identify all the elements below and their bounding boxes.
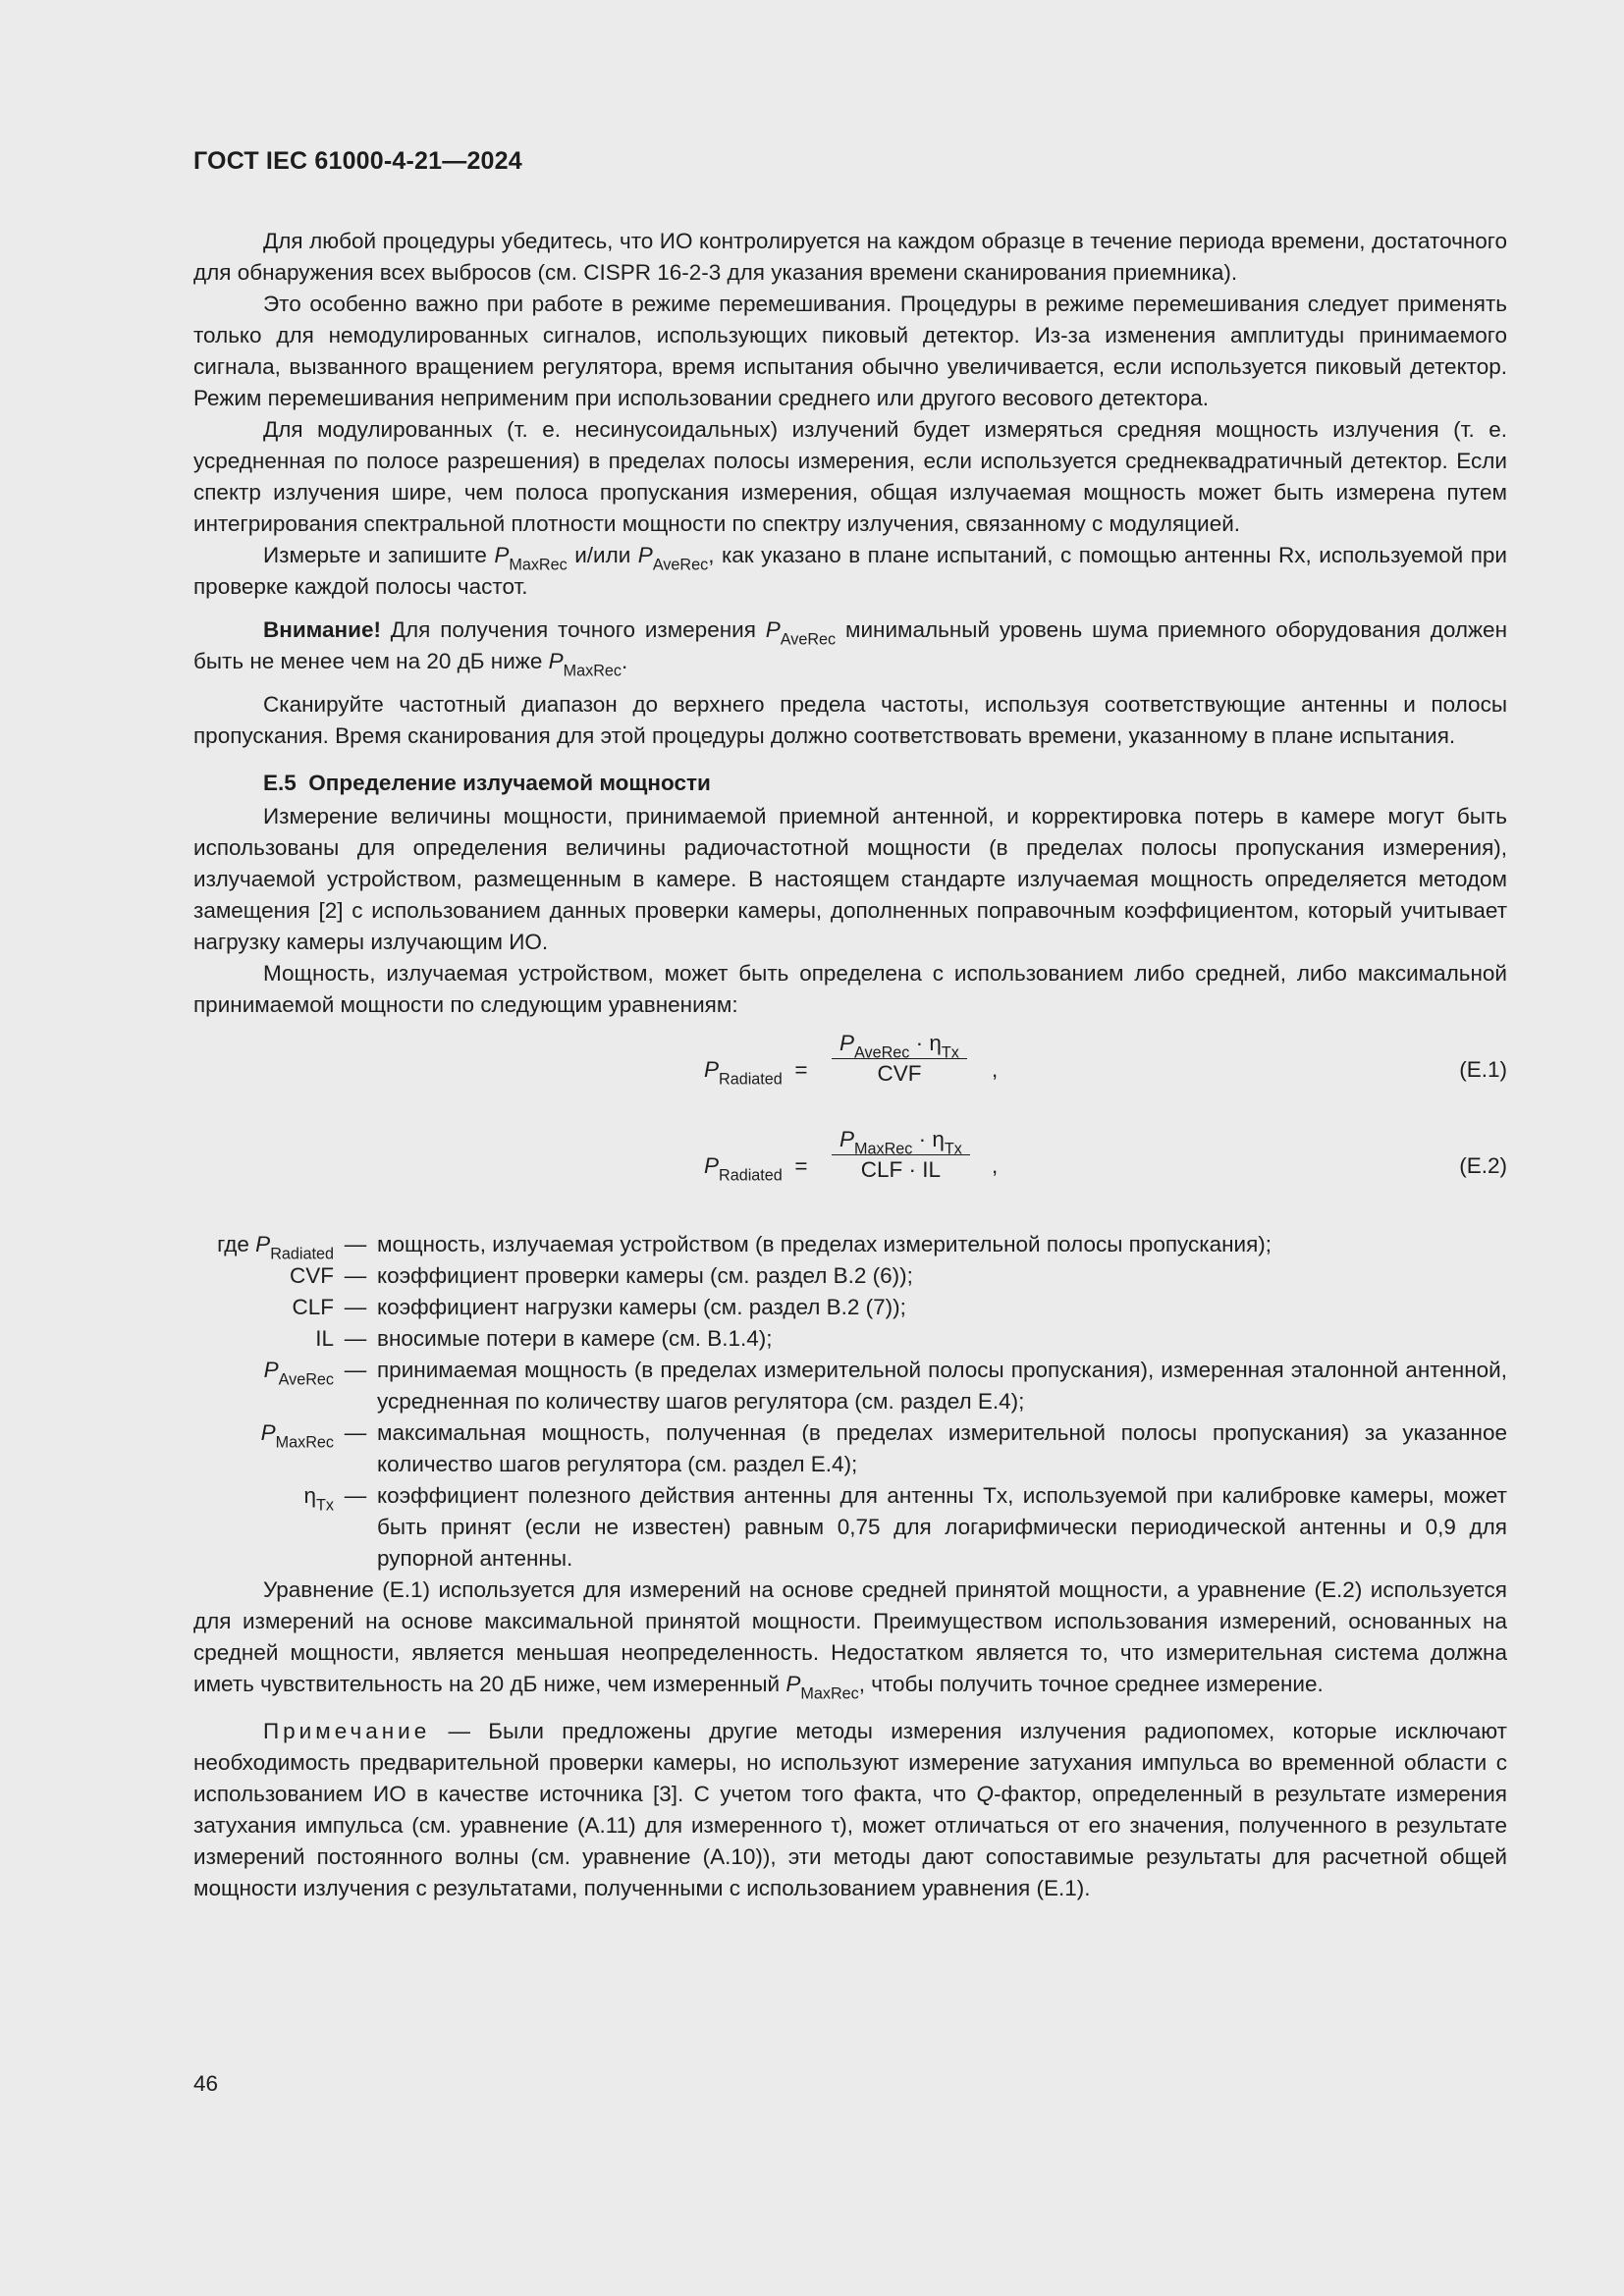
warning-label: Внимание! xyxy=(263,617,381,642)
definition-term: где $P_{Radiated}$ xyxy=(217,1232,334,1263)
definition-item: $P_{MaxRec}$ — максимальная мощность, полученная (в пределах измерительной полосы пропускания) за указанное количество шагов регулятора (см. раздел Е.4); xyxy=(193,1417,1507,1480)
paragraph-equation-usage: Уравнение (Е.1) используется для измерений на основе средней принятой мощности, а уравнение (Е.2) используется для измерений на основе максимальной принятой мощности. Преимуществом использования измерений, основанных на средней мощности, является меньшая неопределенность. Недостатком является то, что измерительная система должна иметь чувствительность на 20 дБ ниже, чем измеренный $P_{MaxRec}$, чтобы получить точное среднее измерение. xyxy=(193,1577,1507,1703)
definition-term: CVF xyxy=(290,1263,334,1288)
definition-desc: коэффициент нагрузки камеры (см. раздел В.2 (7)); xyxy=(377,1295,906,1319)
definition-item: $\eta_{Tx}$ — коэффициент полезного действия антенны для антенны Tx, используемой при калибровке камеры, может быть принят (если не известен) равным 0,75 для логарифмически периодической антенны и 0,9 для рупорной антенны. xyxy=(193,1480,1507,1575)
definition-desc: мощность, излучаемая устройством (в пределах измерительной полосы пропускания); xyxy=(377,1232,1272,1256)
definition-item: IL — вносимые потери в камере (см. В.1.4); xyxy=(193,1323,1507,1355)
section-heading: Е.5 Определение излучаемой мощности xyxy=(263,771,711,795)
paragraph-warning: Внимание! Для получения точного измерения $P_{AveRec}$ минимальный уровень шума приемного оборудования должен быть не менее чем на 20 дБ ниже $P_{MaxRec}$. xyxy=(193,617,1507,680)
definitions-list xyxy=(193,1229,1507,1575)
page-number: 46 xyxy=(193,2071,219,2096)
equation-denominator: CVF xyxy=(877,1061,922,1086)
definition-term: IL xyxy=(315,1326,334,1351)
document-header: ГОСТ IEC 61000-4-21—2024 xyxy=(193,147,522,175)
definition-term: CLF xyxy=(292,1295,334,1319)
paragraph-measure-record: Измерьте и запишите $P_{MaxRec}$ и/или $P_{AveRec}$, как указано в плане испытаний, с помощью антенны Rx, используемой при проверке каждой полосы частот. xyxy=(193,543,1508,599)
paragraph-power-measurement: Измерение величины мощности, принимаемой приемной антенной, и корректировка потерь в камере могут быть использованы для определения величины радиочастотной мощности (в пределах полосы пропускания измерения), излучаемой устройством, размещенным в камере. В настоящем стандарте излучаемая мощность определяется методом замещения [2] с использованием данных проверки камеры, дополненных поправочным коэффициентом, который учитывает нагрузку камеры излучающим ИО. xyxy=(193,804,1507,954)
equation-e2: $P_{Radiated}$ = $P_{MaxRec} \cdot \eta_{Tx}$ CLF · IL , (Е.2) xyxy=(704,1127,1507,1185)
note-paragraph: Примечание — Были предложены другие методы измерения излучения радиопомех, которые исключают необходимость предварительной проверки камеры, но используют измерение затухания импульса во временной области с использованием ИО в качестве источника [3]. С учетом того факта, что Q-фактор, определенный в результате измерения затухания импульса (см. уравнение (А.11) для измеренного τ), может отличаться от его значения, полученного в результате измерений постоянного волны (см. уравнение (А.10)), эти методы дают сопоставимые результаты для расчетной общей мощности излучения с результатами, полученными с использованием уравнения (Е.1). xyxy=(193,1719,1507,1900)
definition-item: $P_{AveRec}$ — принимаемая мощность (в пределах измерительной полосы пропускания), измеренная эталонной антенной, усредненная по количеству шагов регулятора (см. раздел Е.4); xyxy=(193,1355,1507,1417)
equation-numerator: $P_{MaxRec} \cdot \eta_{Tx}$ xyxy=(832,1125,970,1155)
definition-term: $P_{AveRec}$ xyxy=(263,1358,334,1389)
paragraph-modulated-emissions: Для модулированных (т. е. несинусоидальных) излучений будет измеряться средняя мощность излучения (т. е. усредненная по полосе разрешения) в пределах полосы измерения, если используется среднеквадратичный детектор. Если спектр излучения шире, чем полоса пропускания измерения, общая излучаемая мощность может быть измерена путем интегрирования спектральной плотности мощности по спектру излучения, связанному с модуляцией. xyxy=(193,417,1507,536)
definition-desc: максимальная мощность, полученная (в пределах измерительной полосы пропускания) за указанное количество шагов регулятора (см. раздел Е.4); xyxy=(377,1420,1507,1476)
definition-item: CVF — коэффициент проверки камеры (см. раздел В.2 (6)); xyxy=(193,1260,1507,1292)
definition-term: $P_{MaxRec}$ xyxy=(260,1420,334,1452)
definition-term: $\eta_{Tx}$ xyxy=(303,1483,334,1515)
paragraph-scan: Сканируйте частотный диапазон до верхнего предела частоты, используя соответствующие антенны и полосы пропускания. Время сканирования для этой процедуры должно соответствовать времени, указанному в плане испытания. xyxy=(193,692,1507,748)
paragraph-monitoring: Для любой процедуры убедитесь, что ИО контролируется на каждом образце в течение периода времени, достаточного для обнаружения всех выбросов (см. CISPR 16-2-3 для указания времени сканирования приемника). xyxy=(193,229,1507,285)
equation-lhs: $P_{Radiated}$ = xyxy=(704,1057,808,1089)
definition-item: CLF — коэффициент нагрузки камеры (см. раздел В.2 (7)); xyxy=(193,1292,1507,1323)
equation-number: (Е.2) xyxy=(1459,1153,1507,1178)
equation-lhs: $P_{Radiated}$ = xyxy=(704,1153,808,1185)
document-body xyxy=(193,226,1507,1904)
definition-item: где $P_{Radiated}$ — мощность, излучаемая устройством (в пределах измерительной полосы пропускания); xyxy=(193,1229,1507,1260)
note-label: Примечание xyxy=(263,1719,431,1743)
equation-denominator: CLF · IL xyxy=(860,1157,942,1182)
definition-desc: вносимые потери в камере (см. В.1.4); xyxy=(377,1326,773,1351)
paragraph-equations-intro: Мощность, излучаемая устройством, может быть определена с использованием либо средней, либо максимальной принимаемой мощности по следующим уравнениям: xyxy=(193,961,1507,1017)
equation-fraction xyxy=(832,1125,970,1185)
paragraph-stirring-mode: Это особенно важно при работе в режиме перемешивания. Процедуры в режиме перемешивания следует применять только для немодулированных сигналов, использующих пиковый детектор. Из-за изменения амплитуды принимаемого сигнала, вызванного вращением регулятора, время испытания обычно увеличивается, если используется пиковый детектор. Режим перемешивания неприменим при использовании среднего или другого весового детектора. xyxy=(193,292,1507,410)
equation-fraction xyxy=(832,1029,967,1089)
definition-desc: принимаемая мощность (в пределах измерительной полосы пропускания), измеренная эталонной антенной, усредненная по количеству шагов регулятора (см. раздел Е.4); xyxy=(377,1358,1507,1414)
definition-desc: коэффициент проверки камеры (см. раздел В.2 (6)); xyxy=(377,1263,913,1288)
equation-numerator: $P_{AveRec} \cdot \eta_{Tx}$ xyxy=(832,1029,967,1059)
equation-e1: $P_{Radiated}$ = $P_{AveRec} \cdot \eta_{Tx}$ CVF , (Е.1) xyxy=(704,1031,1507,1089)
equation-number: (Е.1) xyxy=(1459,1057,1507,1082)
definition-desc: коэффициент полезного действия антенны для антенны Tx, используемой при калибровке камеры, может быть принят (если не известен) равным 0,75 для логарифмически периодической антенны и 0,9 для рупорной антенны. xyxy=(377,1483,1507,1571)
